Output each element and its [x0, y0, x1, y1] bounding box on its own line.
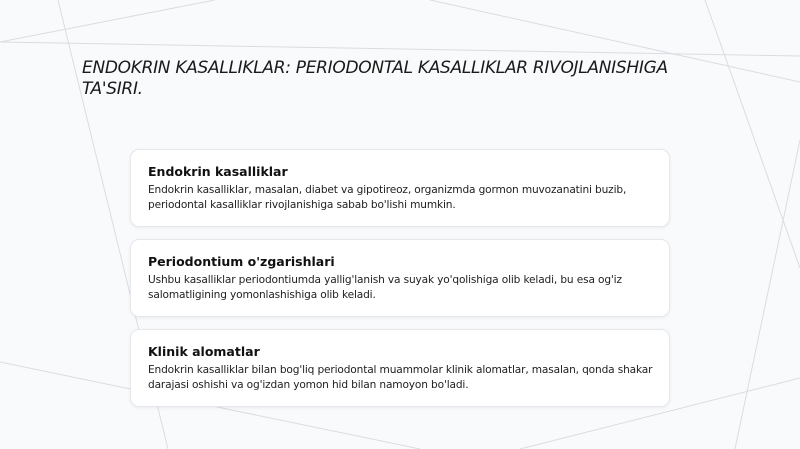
- card-heading: Klinik alomatlar: [148, 344, 260, 359]
- info-card-clinical: [130, 329, 670, 407]
- card-heading: Periodontium o'zgarishlari: [148, 254, 335, 269]
- card-text: Endokrin kasalliklar, masalan, diabet va gipotireoz, organizmda gormon muvozanatini buzib, periodontal kasalliklar rivojlanishiga sabab bo'lishi mumkin.: [148, 184, 627, 211]
- info-card-periodontium: [130, 239, 670, 317]
- card-heading: Endokrin kasalliklar: [148, 164, 288, 179]
- info-card-endocrine: [130, 149, 670, 227]
- slide-title: ENDOKRIN KASALLIKLAR: PERIODONTAL KASALLIKLAR RIVOJLANISHIGA TA'SIRI.: [82, 58, 668, 99]
- bg-line: [705, 0, 800, 268]
- bg-line: [0, 0, 215, 42]
- card-text: Endokrin kasalliklar bilan bog'liq periodontal muammolar klinik alomatlar, masalan, qonda shakar darajasi oshishi va og'izdan yomon hid bilan namoyon bo'ladi.: [148, 364, 653, 391]
- card-text: Ushbu kasalliklar periodontiumda yallig'lanish va suyak yo'qolishiga olib keladi, bu esa og'iz salomatligining yomonlashishiga olib keladi.: [148, 274, 622, 301]
- bg-line: [735, 140, 800, 449]
- bg-line: [0, 42, 800, 56]
